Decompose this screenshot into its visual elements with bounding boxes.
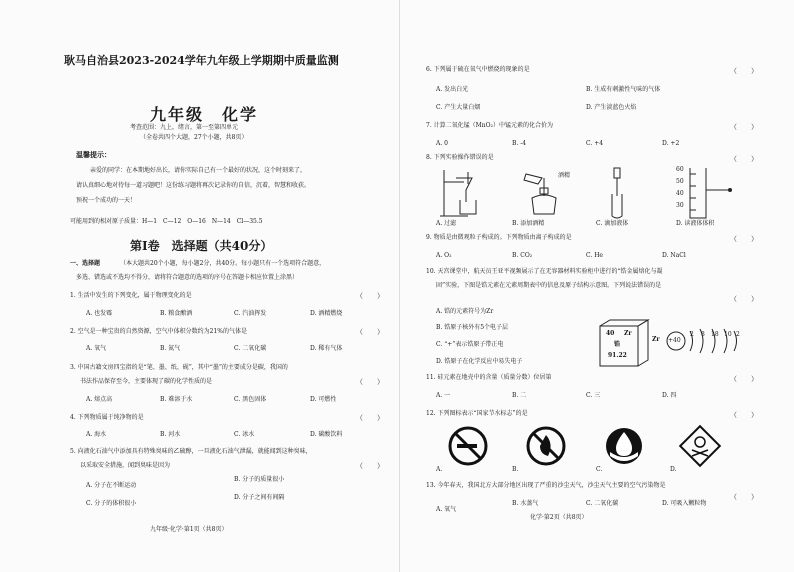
shell-electrons: 10	[724, 331, 732, 338]
question-stem: 11. 硅元素在地壳中的含量（质量分数）位居第	[426, 374, 552, 381]
option: C. 分子的体积很小	[86, 500, 137, 507]
element-symbol: Zr	[624, 330, 632, 337]
option: A. 一	[436, 392, 451, 399]
question-stem-line2: 固”实验，下图是锆元素在元素周期表中的信息及原子结构示意图。下列说法错误的是	[436, 282, 662, 289]
option: C. He	[586, 252, 603, 259]
option: A. 也发霉	[86, 310, 113, 317]
option: C. 二氧化碳	[586, 500, 619, 507]
section-instruction: 多选、错选或不选均不得分，请将符合题意的选项的序号在答题卡相应位置上涂黑）	[76, 274, 299, 281]
cylinder-scale-label: 50	[676, 178, 684, 185]
alcohol-label: 酒精	[558, 172, 571, 179]
shell-electrons: 2	[690, 331, 694, 338]
option: A. 0	[436, 140, 448, 147]
option: A. 熔点高	[86, 396, 113, 403]
answer-paren: （ ）	[730, 493, 758, 501]
option: C. +4	[586, 140, 604, 147]
question-stem: 9. 物质是由微观粒子构成的。下列物质由离子构成的是	[426, 234, 572, 241]
reminder-title: 温馨提示：	[76, 150, 111, 159]
option: D. 分子之间有间隔	[234, 494, 285, 501]
option: C. 黑色固体	[234, 396, 267, 403]
cylinder-scale-label: 60	[676, 166, 684, 173]
option: A. 分子在不断运动	[86, 482, 137, 489]
option: C. 汽油挥发	[234, 310, 267, 317]
answer-paren: （ ）	[356, 462, 384, 470]
option: A.	[436, 466, 443, 473]
option: D. 可燃性	[310, 396, 337, 403]
option: B. 粮食酿酒	[160, 310, 193, 317]
grade-subject-heading: 九年级 化学	[150, 105, 259, 124]
option: D. 四	[662, 392, 677, 399]
option: B. 河水	[160, 431, 181, 438]
option: A. 过滤	[436, 220, 457, 227]
option: B. 添加酒精	[512, 220, 545, 227]
question-stem-line2: 书法作品保存至今，主要体现了碳的化学性质的是	[80, 378, 213, 385]
option: D. 读液体体积	[676, 220, 715, 227]
option: A. 锆的元素符号为Zr	[436, 308, 494, 315]
measuring-cylinder-illustration	[676, 164, 736, 222]
atomic-masses: 可能用到的相对原子质量：H—1 C—12 O—16 N—14 Cl—35.5	[70, 218, 263, 225]
reminder-line: 请认真细心地对待每一道习题吧！这份练习题将再次记录你的自信，沉着，智慧和收获。	[76, 182, 311, 189]
option: D. 稀有气体	[310, 345, 343, 352]
option: B. 生成有刺激性气味的气体	[586, 86, 661, 93]
element-mass: 91.22	[608, 352, 627, 359]
answer-paren: （ ）	[730, 123, 758, 131]
exam-title: 耿马自治县2023-2024学年九年级上学期期中质量监测	[64, 54, 339, 67]
exam-total: （全卷共四个大题，27个小题，共8页）	[140, 134, 248, 141]
option: A. 海水	[86, 431, 107, 438]
option: B. 难溶于水	[160, 396, 193, 403]
cylinder-scale-label: 30	[676, 202, 684, 209]
atom-symbol: Zr	[652, 336, 660, 343]
question-stem: 13. 今年春天，我国北方大部分地区出现了严重的沙尘天气，沙尘天气主要的空气污染物是	[426, 482, 666, 489]
option: C. 二氧化碳	[234, 345, 267, 352]
answer-paren: （ ）	[356, 414, 384, 422]
option: A. 氧气	[436, 506, 457, 513]
question-stem: 2. 空气是一种宝贵的自然资源，空气中体积分数约为21%的气体是	[70, 328, 247, 335]
answer-paren: （ ）	[730, 375, 758, 383]
no-smoking-sign-icon	[448, 426, 488, 466]
option: B. 分子的质量很小	[234, 476, 285, 483]
question-stem: 8. 下列实验操作错误的是	[426, 154, 494, 161]
option: D. +2	[662, 140, 680, 147]
question-stem: 5. 向液化石油气中添加具有特殊臭味的乙硫醇，一旦液化石油气泄漏，就能闻到这种臭味，	[70, 448, 312, 455]
cylinder-scale-label: 40	[676, 190, 684, 197]
option: B. 锆原子核外有5个电子层	[436, 324, 509, 331]
reminder-line: 预祝一个成功的一天！	[76, 197, 137, 204]
option: C. 三	[586, 392, 601, 399]
shell-electrons: 8	[701, 331, 705, 338]
option: B. -4	[512, 140, 527, 147]
filtration-illustration	[438, 168, 484, 218]
option: D. 锆原子在化学反应中易失电子	[436, 358, 523, 365]
section-instruction: （本大题共20个小题，每小题2分，共40分。每小题只有一个选项符合题意，	[120, 260, 326, 267]
answer-paren: （ ）	[730, 235, 758, 243]
answer-paren: （ ）	[730, 295, 758, 303]
page-footer: 九年级·化学·第1页（共8页）	[150, 526, 228, 533]
shell-electrons: 18	[711, 331, 719, 338]
option: D. NaCl	[662, 252, 686, 259]
option: D. 碳酸饮料	[310, 431, 343, 438]
question-stem: 7. 计算二氧化锰（MnO₂）中锰元素的化合价为	[426, 122, 553, 129]
question-stem-line2: 以采取安全措施，闻到臭味是因为	[80, 462, 171, 469]
toxic-hazard-sign-icon	[678, 424, 722, 468]
section-title: 一、选择题	[70, 260, 101, 267]
answer-paren: （ ）	[730, 155, 758, 163]
answer-paren: （ ）	[356, 292, 384, 300]
question-stem: 1. 生活中发生的下列变化，属于物理变化的是	[70, 292, 192, 299]
element-number: 40	[606, 330, 615, 337]
option: A. 氧气	[86, 345, 107, 352]
answer-paren: （ ）	[730, 411, 758, 419]
exam-scope: 考查范围：九上，绪言，第一至第四单元	[130, 124, 239, 131]
answer-paren: （ ）	[356, 328, 384, 336]
question-stem: 3. 中国古籍文房四宝指的是“笔、墨、纸、砚”，其中“墨”的主要成分是碳，我国的	[70, 364, 288, 371]
dropper-illustration	[598, 166, 638, 220]
page-footer: 化学·第2页（共8页）	[530, 514, 588, 521]
question-stem: 6. 下列属于硫在氧气中燃烧的现象的是	[426, 66, 530, 73]
option: B. CO₂	[512, 252, 533, 259]
element-name: 锆	[614, 341, 621, 348]
option: B.	[512, 466, 519, 473]
atom-nucleus: +40	[668, 337, 681, 344]
periodic-table-cell	[596, 318, 656, 372]
option: D. 产生淡蓝色火焰	[586, 104, 637, 111]
option: C.	[596, 466, 603, 473]
shell-electrons: 2	[736, 331, 740, 338]
water-saving-sign-icon	[604, 426, 644, 466]
question-stem: 4. 下列物质属于纯净物的是	[70, 414, 144, 421]
part1-title: 第Ⅰ卷 选择题（共40分）	[130, 239, 273, 253]
option: A. O₂	[436, 252, 452, 259]
option: C. 产生大量白烟	[436, 104, 481, 111]
option: B. 水蒸气	[512, 500, 539, 507]
answer-paren: （ ）	[356, 378, 384, 386]
question-stem: 12. 下列图标表示“国家节水标志”的是	[426, 410, 528, 417]
option: D. 可吸入颗粒物	[662, 500, 707, 507]
option: B. 二	[512, 392, 527, 399]
answer-paren: （ ）	[730, 67, 758, 75]
reminder-line: 亲爱的同学：在本期地好出长，请你实际自己有一个最好的状况，这个时刻来了，	[90, 167, 307, 174]
option: B. 氮气	[160, 345, 181, 352]
option: A. 发出白光	[436, 86, 469, 93]
question-stem: 10. 天宫课堂中，航天员王亚平视频展示了在无容器材料实验柜中进行的“锆金属熔化与凝	[426, 268, 663, 275]
option: C. “+”表示锆原子带正电	[436, 341, 504, 348]
option: C. 滴加液体	[596, 220, 629, 227]
no-burning-sign-icon	[526, 426, 566, 466]
option: D.	[670, 466, 677, 473]
exam-page-right	[400, 0, 794, 572]
option: D. 酒精燃烧	[310, 310, 343, 317]
option: C. 冰水	[234, 431, 255, 438]
